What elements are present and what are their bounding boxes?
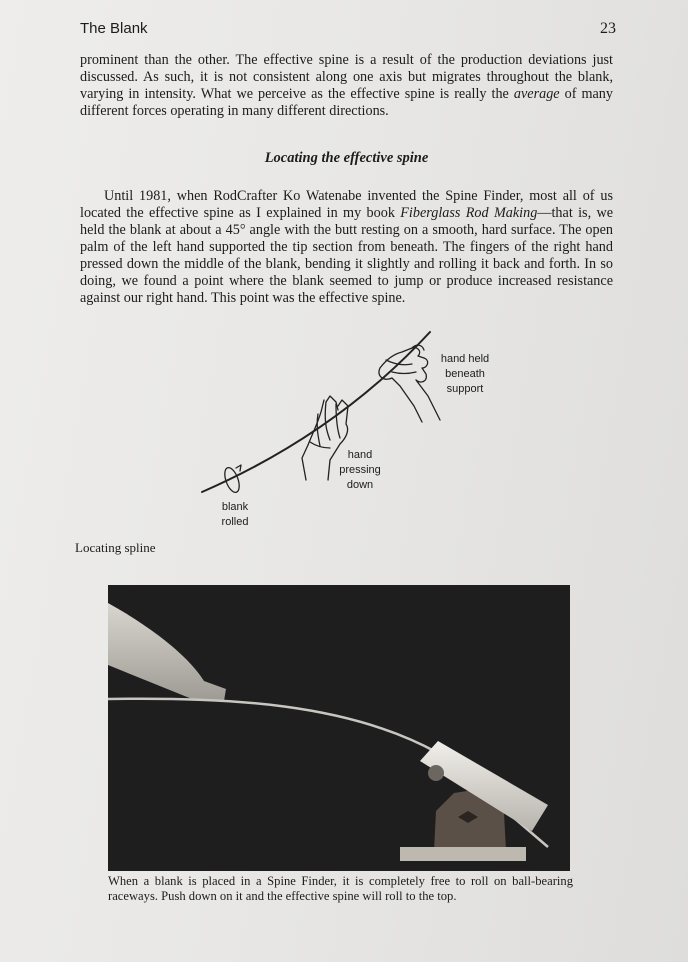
paragraph-1-text-a: prominent than the other. The effective spine is a result of the production deviations just discussed. As such, it is not consistent along one axis but migrates throughout the blank, varying in intensity. What we perceive as the effective spine is really the xyxy=(80,52,613,102)
label-line: beneath xyxy=(445,368,485,380)
label-line: pressing xyxy=(339,464,381,476)
paragraph-2-book-title: Fiberglass Rod Making xyxy=(400,205,538,221)
label-line: hand held xyxy=(440,353,490,365)
spine-finder-base-plate xyxy=(400,847,526,861)
running-head: The Blank xyxy=(80,20,148,37)
spine-finder-photo xyxy=(108,585,570,871)
label-blank-rolled xyxy=(200,500,270,530)
roll-indicator-icon xyxy=(222,466,242,495)
label-hand-pressing xyxy=(325,448,395,493)
paragraph-2 xyxy=(80,188,613,307)
label-hand-support xyxy=(430,352,500,397)
label-line: hand xyxy=(347,449,373,461)
label-line: down xyxy=(346,479,374,491)
section-heading: Locating the effective spine xyxy=(264,150,429,166)
paragraph-2-text-a: Until 1981, when RodCrafter Ko Watenabe invented the Spine Finder, most all of us located the effective spine as I explained in my book xyxy=(80,188,613,221)
page-number: 23 xyxy=(600,20,616,37)
paragraph-1-emphasis: average xyxy=(513,86,560,102)
paragraph-2-text-b: —that is, we held the blank at about a 45° angle with the butt resting on a smooth, hard surface. The open palm of the left hand supported the tip section from beneath. The fingers of the right hand pressed down the middle of the blank, bending it slightly and rolling it back and forth. In so doing, we found a point where the blank seemed to jump or produce increased resistance against our right hand. This point was the effective spine. xyxy=(80,205,613,306)
label-line: blank xyxy=(221,501,249,513)
label-line: rolled xyxy=(221,516,249,528)
paragraph-1-text-b: of many different forces operating in many different directions. xyxy=(80,86,613,119)
figure-1-caption: Locating spline xyxy=(75,540,156,555)
label-line: support xyxy=(446,383,484,395)
figure-2-caption: When a blank is placed in a Spine Finder, it is completely free to roll on ball-bearing raceways. Push down on it and the effective spine will roll to the top. xyxy=(108,874,573,903)
page-header xyxy=(80,20,616,42)
paragraph-1 xyxy=(80,52,613,120)
